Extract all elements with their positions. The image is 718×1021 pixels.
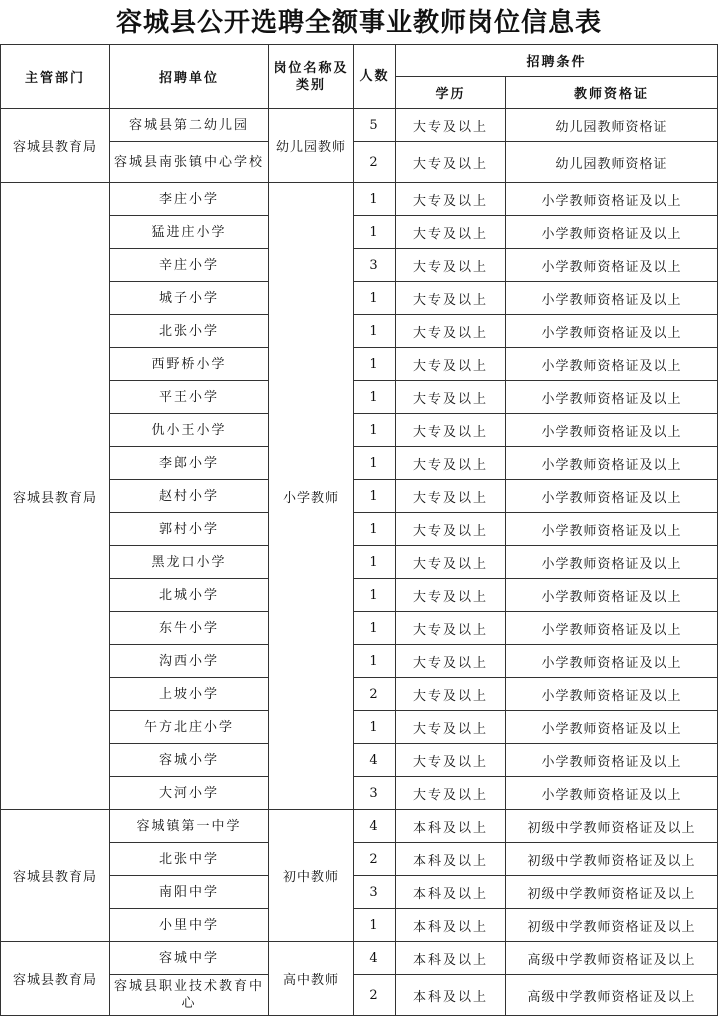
certificate-cell: 高级中学教师资格证及以上 xyxy=(506,942,718,975)
unit-cell: 仇小王小学 xyxy=(110,414,269,447)
header-conditions: 招聘条件 xyxy=(396,45,718,77)
header-position: 岗位名称及类别 xyxy=(269,45,354,109)
certificate-cell: 初级中学教师资格证及以上 xyxy=(506,876,718,909)
unit-cell: 辛庄小学 xyxy=(110,249,269,282)
count-cell: 1 xyxy=(354,414,396,447)
certificate-cell: 小学教师资格证及以上 xyxy=(506,711,718,744)
dept-cell: 容城县教育局 xyxy=(1,810,110,942)
count-cell: 1 xyxy=(354,447,396,480)
education-cell: 大专及以上 xyxy=(396,513,506,546)
education-cell: 大专及以上 xyxy=(396,579,506,612)
certificate-cell: 小学教师资格证及以上 xyxy=(506,513,718,546)
certificate-cell: 高级中学教师资格证及以上 xyxy=(506,975,718,1016)
education-cell: 大专及以上 xyxy=(396,142,506,183)
certificate-cell: 初级中学教师资格证及以上 xyxy=(506,843,718,876)
count-cell: 1 xyxy=(354,183,396,216)
education-cell: 本科及以上 xyxy=(396,942,506,975)
header-education: 学历 xyxy=(396,77,506,109)
count-cell: 3 xyxy=(354,876,396,909)
certificate-cell: 小学教师资格证及以上 xyxy=(506,183,718,216)
education-cell: 大专及以上 xyxy=(396,480,506,513)
position-cell: 幼儿园教师 xyxy=(269,109,354,183)
unit-cell: 容城中学 xyxy=(110,942,269,975)
unit-cell: 西野桥小学 xyxy=(110,348,269,381)
count-cell: 1 xyxy=(354,315,396,348)
education-cell: 大专及以上 xyxy=(396,109,506,142)
certificate-cell: 初级中学教师资格证及以上 xyxy=(506,810,718,843)
count-cell: 5 xyxy=(354,109,396,142)
education-cell: 大专及以上 xyxy=(396,183,506,216)
count-cell: 1 xyxy=(354,579,396,612)
unit-cell: 北张小学 xyxy=(110,315,269,348)
education-cell: 大专及以上 xyxy=(396,414,506,447)
unit-cell: 午方北庄小学 xyxy=(110,711,269,744)
education-cell: 大专及以上 xyxy=(396,282,506,315)
unit-cell: 城子小学 xyxy=(110,282,269,315)
count-cell: 4 xyxy=(354,810,396,843)
unit-cell: 平王小学 xyxy=(110,381,269,414)
unit-cell: 容城县职业技术教育中心 xyxy=(110,975,269,1016)
unit-cell: 沟西小学 xyxy=(110,645,269,678)
count-cell: 2 xyxy=(354,975,396,1016)
header-dept: 主管部门 xyxy=(1,45,110,109)
count-cell: 1 xyxy=(354,513,396,546)
education-cell: 本科及以上 xyxy=(396,975,506,1016)
unit-cell: 赵村小学 xyxy=(110,480,269,513)
education-cell: 大专及以上 xyxy=(396,645,506,678)
header-row xyxy=(1,45,718,77)
certificate-cell: 幼儿园教师资格证 xyxy=(506,109,718,142)
education-cell: 大专及以上 xyxy=(396,315,506,348)
count-cell: 1 xyxy=(354,546,396,579)
certificate-cell: 初级中学教师资格证及以上 xyxy=(506,909,718,942)
header-certificate: 教师资格证 xyxy=(506,77,718,109)
position-cell: 初中教师 xyxy=(269,810,354,942)
header-unit: 招聘单位 xyxy=(110,45,269,109)
unit-cell: 容城镇第一中学 xyxy=(110,810,269,843)
count-cell: 4 xyxy=(354,942,396,975)
education-cell: 大专及以上 xyxy=(396,744,506,777)
dept-cell: 容城县教育局 xyxy=(1,942,110,1016)
unit-cell: 北城小学 xyxy=(110,579,269,612)
count-cell: 3 xyxy=(354,249,396,282)
page-title: 容城县公开选聘全额事业教师岗位信息表 xyxy=(115,8,602,38)
education-cell: 大专及以上 xyxy=(396,249,506,282)
count-cell: 1 xyxy=(354,216,396,249)
unit-cell: 黑龙口小学 xyxy=(110,546,269,579)
unit-cell: 李郎小学 xyxy=(110,447,269,480)
certificate-cell: 小学教师资格证及以上 xyxy=(506,480,718,513)
table-row xyxy=(1,109,718,142)
unit-cell: 容城小学 xyxy=(110,744,269,777)
table-row xyxy=(1,183,718,216)
certificate-cell: 小学教师资格证及以上 xyxy=(506,249,718,282)
count-cell: 1 xyxy=(354,381,396,414)
certificate-cell: 小学教师资格证及以上 xyxy=(506,348,718,381)
certificate-cell: 小学教师资格证及以上 xyxy=(506,777,718,810)
unit-cell: 猛进庄小学 xyxy=(110,216,269,249)
dept-cell: 容城县教育局 xyxy=(1,183,110,810)
dept-cell: 容城县教育局 xyxy=(1,109,110,183)
recruitment-table xyxy=(0,44,718,1016)
count-cell: 1 xyxy=(354,612,396,645)
certificate-cell: 小学教师资格证及以上 xyxy=(506,546,718,579)
unit-cell: 大河小学 xyxy=(110,777,269,810)
education-cell: 大专及以上 xyxy=(396,546,506,579)
count-cell: 2 xyxy=(354,142,396,183)
certificate-cell: 小学教师资格证及以上 xyxy=(506,381,718,414)
count-cell: 1 xyxy=(354,480,396,513)
certificate-cell: 幼儿园教师资格证 xyxy=(506,142,718,183)
unit-cell: 容城县南张镇中心学校 xyxy=(110,142,269,183)
count-cell: 2 xyxy=(354,843,396,876)
count-cell: 1 xyxy=(354,711,396,744)
unit-cell: 郭村小学 xyxy=(110,513,269,546)
count-cell: 1 xyxy=(354,282,396,315)
count-cell: 1 xyxy=(354,909,396,942)
table-body xyxy=(1,109,718,1016)
education-cell: 本科及以上 xyxy=(396,843,506,876)
unit-cell: 容城县第二幼儿园 xyxy=(110,109,269,142)
education-cell: 本科及以上 xyxy=(396,876,506,909)
education-cell: 大专及以上 xyxy=(396,381,506,414)
position-cell: 小学教师 xyxy=(269,183,354,810)
count-cell: 1 xyxy=(354,645,396,678)
education-cell: 大专及以上 xyxy=(396,447,506,480)
table-row xyxy=(1,810,718,843)
header-count: 人数 xyxy=(354,45,396,109)
certificate-cell: 小学教师资格证及以上 xyxy=(506,678,718,711)
education-cell: 大专及以上 xyxy=(396,612,506,645)
education-cell: 大专及以上 xyxy=(396,678,506,711)
education-cell: 大专及以上 xyxy=(396,216,506,249)
unit-cell: 上坡小学 xyxy=(110,678,269,711)
position-cell: 高中教师 xyxy=(269,942,354,1016)
certificate-cell: 小学教师资格证及以上 xyxy=(506,315,718,348)
certificate-cell: 小学教师资格证及以上 xyxy=(506,612,718,645)
unit-cell: 李庄小学 xyxy=(110,183,269,216)
certificate-cell: 小学教师资格证及以上 xyxy=(506,282,718,315)
education-cell: 本科及以上 xyxy=(396,909,506,942)
certificate-cell: 小学教师资格证及以上 xyxy=(506,645,718,678)
certificate-cell: 小学教师资格证及以上 xyxy=(506,216,718,249)
table-row xyxy=(1,942,718,975)
count-cell: 2 xyxy=(354,678,396,711)
certificate-cell: 小学教师资格证及以上 xyxy=(506,744,718,777)
unit-cell: 南阳中学 xyxy=(110,876,269,909)
unit-cell: 北张中学 xyxy=(110,843,269,876)
unit-cell: 小里中学 xyxy=(110,909,269,942)
unit-cell: 东牛小学 xyxy=(110,612,269,645)
count-cell: 4 xyxy=(354,744,396,777)
count-cell: 1 xyxy=(354,348,396,381)
education-cell: 大专及以上 xyxy=(396,348,506,381)
certificate-cell: 小学教师资格证及以上 xyxy=(506,447,718,480)
education-cell: 大专及以上 xyxy=(396,711,506,744)
education-cell: 大专及以上 xyxy=(396,777,506,810)
education-cell: 本科及以上 xyxy=(396,810,506,843)
certificate-cell: 小学教师资格证及以上 xyxy=(506,414,718,447)
count-cell: 3 xyxy=(354,777,396,810)
certificate-cell: 小学教师资格证及以上 xyxy=(506,579,718,612)
